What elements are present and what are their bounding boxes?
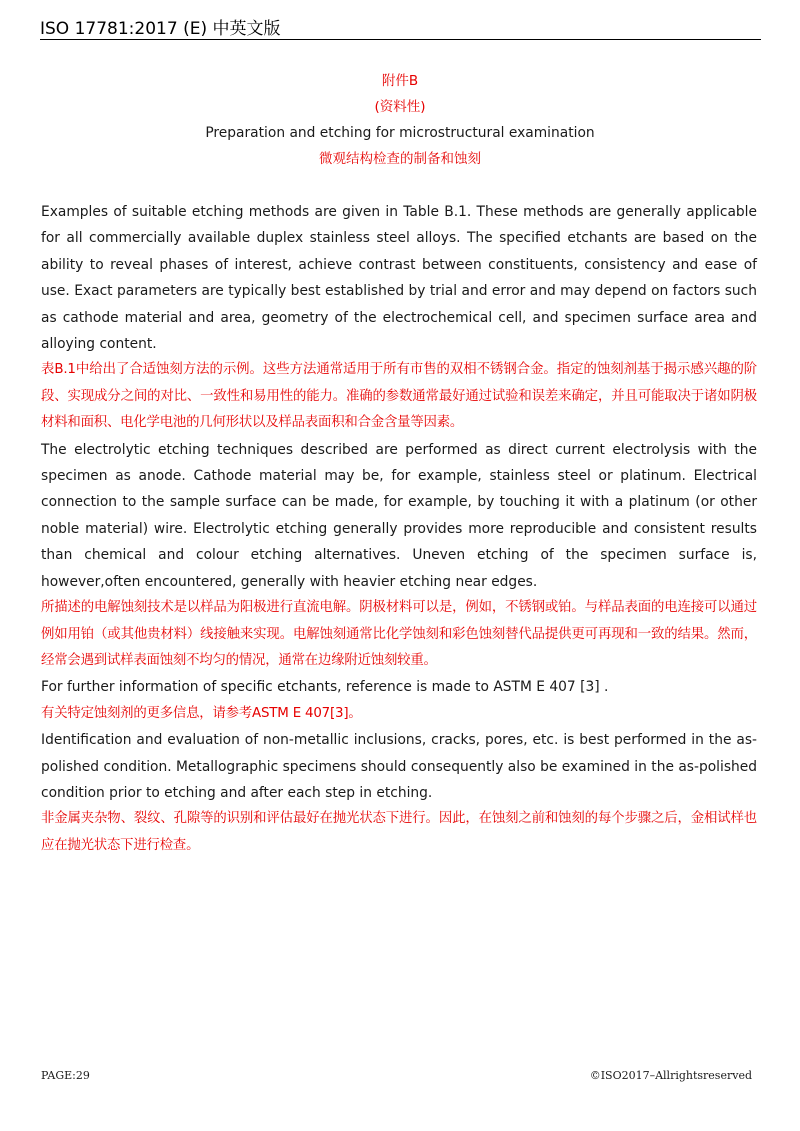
paragraph-reference-zh: 有关特定蚀刻剂的更多信息，请参考ASTM E 407[3]。 [41, 705, 362, 721]
annex-label: 附件B [381, 73, 419, 89]
annex-title-zh: 微观结构检查的制备和蚀刻 [319, 151, 481, 167]
paragraph-etching-methods-en: Examples of suitable etching methods are given in Table B.1. These methods are generally applicable for all commercially available duplex stainless steel alloys. The specified etchants are based on the ability to reveal phases of interest, achieve contrast between constituents, consistency and ease of use. Exact parameters are typically best established by trial and error and may depend on factors such as cathode material and area, geometry of the electrochemical cell, and specimen surface area and alloying content. [41, 204, 757, 353]
paragraph-inclusions-en: Identification and evaluation of non-metallic inclusions, cracks, pores, etc. is best performed in the as-polished condition. Metallographic specimens should consequently also be examined in the as-polished condition prior to etching and after each step in etching. [41, 732, 757, 801]
copyright-notice: ©ISO2017–Allrightsreserved [589, 1069, 752, 1082]
document-title: ISO 17781:2017 (E) 中英文版 [40, 19, 281, 39]
annex-title-block [0, 68, 800, 172]
annex-status: (资料性) [374, 99, 426, 115]
page-header [40, 8, 761, 40]
page-number: PAGE:29 [41, 1069, 90, 1082]
paragraph-inclusions-zh: 非金属夹杂物、裂纹、孔隙等的识别和评估最好在抛光状态下进行。因此，在蚀刻之前和蚀刻的每个步骤之后，金相试样也应在抛光状态下进行检查。 [41, 811, 757, 853]
paragraph-electrolytic-zh: 所描述的电解蚀刻技术是以样品为阳极进行直流电解。阴极材料可以是，例如，不锈钢或铂。与样品表面的电连接可以通过例如用铂（或其他贵材料）线接触来实现。电解蚀刻通常比化学蚀刻和彩色蚀刻替代品提供更可再现和一致的结果。然而，经常会遇到试样表面蚀刻不均匀的情况，通常在边缘附近蚀刻较重。 [41, 600, 757, 668]
annex-title-en: Preparation and etching for microstructural examination [205, 125, 595, 141]
document-body [41, 199, 757, 859]
paragraph-etching-methods-zh: 表B.1中给出了合适蚀刻方法的示例。这些方法通常适用于所有市售的双相不锈钢合金。指定的蚀刻剂基于揭示感兴趣的阶段、实现成分之间的对比、一致性和易用性的能力。准确的参数通常最好通过试验和误差来确定，并且可能取决于诸如阴极材料和面积、电化学电池的几何形状以及样品表面积和合金含量等因素。 [41, 362, 757, 431]
paragraph-reference-en: For further information of specific etchants, reference is made to ASTM E 407 [3] . [41, 679, 609, 696]
paragraph-electrolytic-en: The electrolytic etching techniques described are performed as direct current electrolysis with the specimen as anode. Cathode material may be, for example, stainless steel or platinum. Electrical connection to the sample surface can be made, for example, by touching it with a platinum (or other noble material) wire. Electrolytic etching generally provides more reproducible and consistent results than chemical and colour etching alternatives. Uneven etching of the specimen surface is, however,often encountered, generally with heavier etching near edges. [41, 441, 757, 590]
